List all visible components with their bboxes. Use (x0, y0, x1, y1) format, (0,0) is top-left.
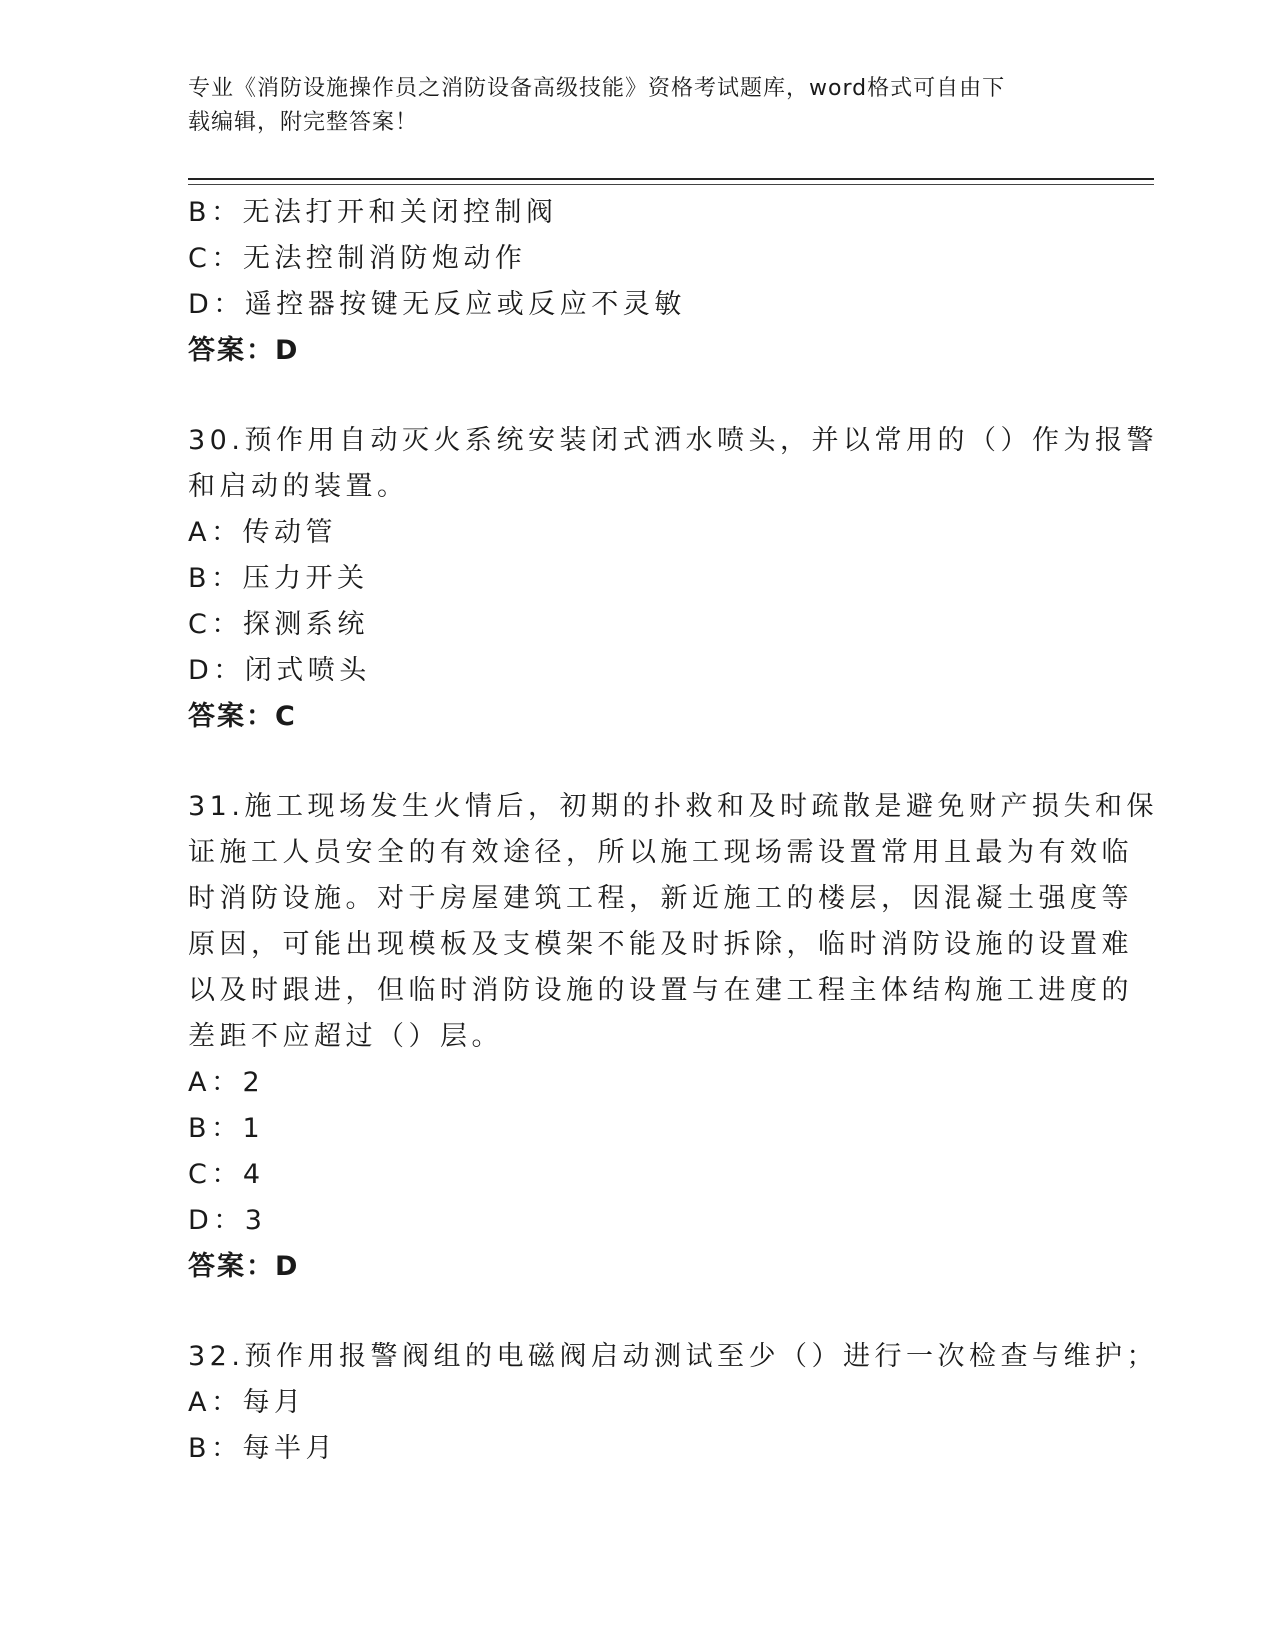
document-header (188, 72, 1088, 140)
header-line-1: 专业《消防设施操作员之消防设备高级技能》资格考试题库，word格式可自由下 (188, 76, 1006, 101)
stem-line: 31.施工现场发生火情后，初期的扑救和及时疏散是避免财产损失和保 (188, 791, 1158, 822)
stem-line: 以及时跟进，但临时消防设施的设置与在建工程主体结构施工进度的 (188, 975, 1133, 1006)
answer-label: 答案：D (188, 1251, 300, 1282)
question-list (188, 190, 1158, 1472)
option-c: C：4 (188, 1159, 265, 1190)
spacer (188, 374, 1088, 418)
answer-label: 答案：D (188, 335, 300, 366)
stem-line: 32.预作用报警阀组的电磁阀启动测试至少（）进行一次检查与维护； (188, 1341, 1158, 1372)
option-a: A：2 (188, 1067, 265, 1098)
question-stem (188, 418, 1158, 510)
question-29-tail (188, 190, 1088, 374)
header-rule-thin (188, 184, 1154, 185)
question-stem (188, 784, 1158, 1060)
stem-line: 差距不应超过（）层。 (188, 1021, 503, 1052)
option-d: D：3 (188, 1205, 267, 1236)
option-d: D：遥控器按键无反应或反应不灵敏 (188, 289, 686, 320)
option-d: D：闭式喷头 (188, 655, 371, 686)
answer-label: 答案：C (188, 701, 297, 732)
stem-line: 证施工人员安全的有效途径，所以施工现场需设置常用且最为有效临 (188, 837, 1133, 868)
option-a: A：传动管 (188, 517, 337, 548)
question-stem (188, 1334, 1158, 1380)
header-rule-thick (188, 178, 1154, 180)
option-b: B：压力开关 (188, 563, 369, 594)
stem-line: 和启动的装置。 (188, 471, 409, 502)
stem-line: 原因，可能出现模板及支模架不能及时拆除，临时消防设施的设置难 (188, 929, 1133, 960)
stem-line: 时消防设施。对于房屋建筑工程，新近施工的楼层，因混凝土强度等 (188, 883, 1133, 914)
option-c: C：无法控制消防炮动作 (188, 243, 527, 274)
question-31 (188, 784, 1158, 1290)
option-c: C：探测系统 (188, 609, 369, 640)
question-32 (188, 1334, 1158, 1472)
option-b: B：1 (188, 1113, 265, 1144)
option-b: B：每半月 (188, 1433, 338, 1464)
option-b: B：无法打开和关闭控制阀 (188, 197, 558, 228)
spacer (188, 1290, 1088, 1334)
stem-line: 30.预作用自动灭火系统安装闭式洒水喷头，并以常用的（）作为报警 (188, 425, 1158, 456)
header-line-2: 载编辑，附完整答案！ (188, 110, 419, 135)
question-30 (188, 418, 1158, 740)
spacer (188, 740, 1088, 784)
option-a: A：每月 (188, 1387, 306, 1418)
